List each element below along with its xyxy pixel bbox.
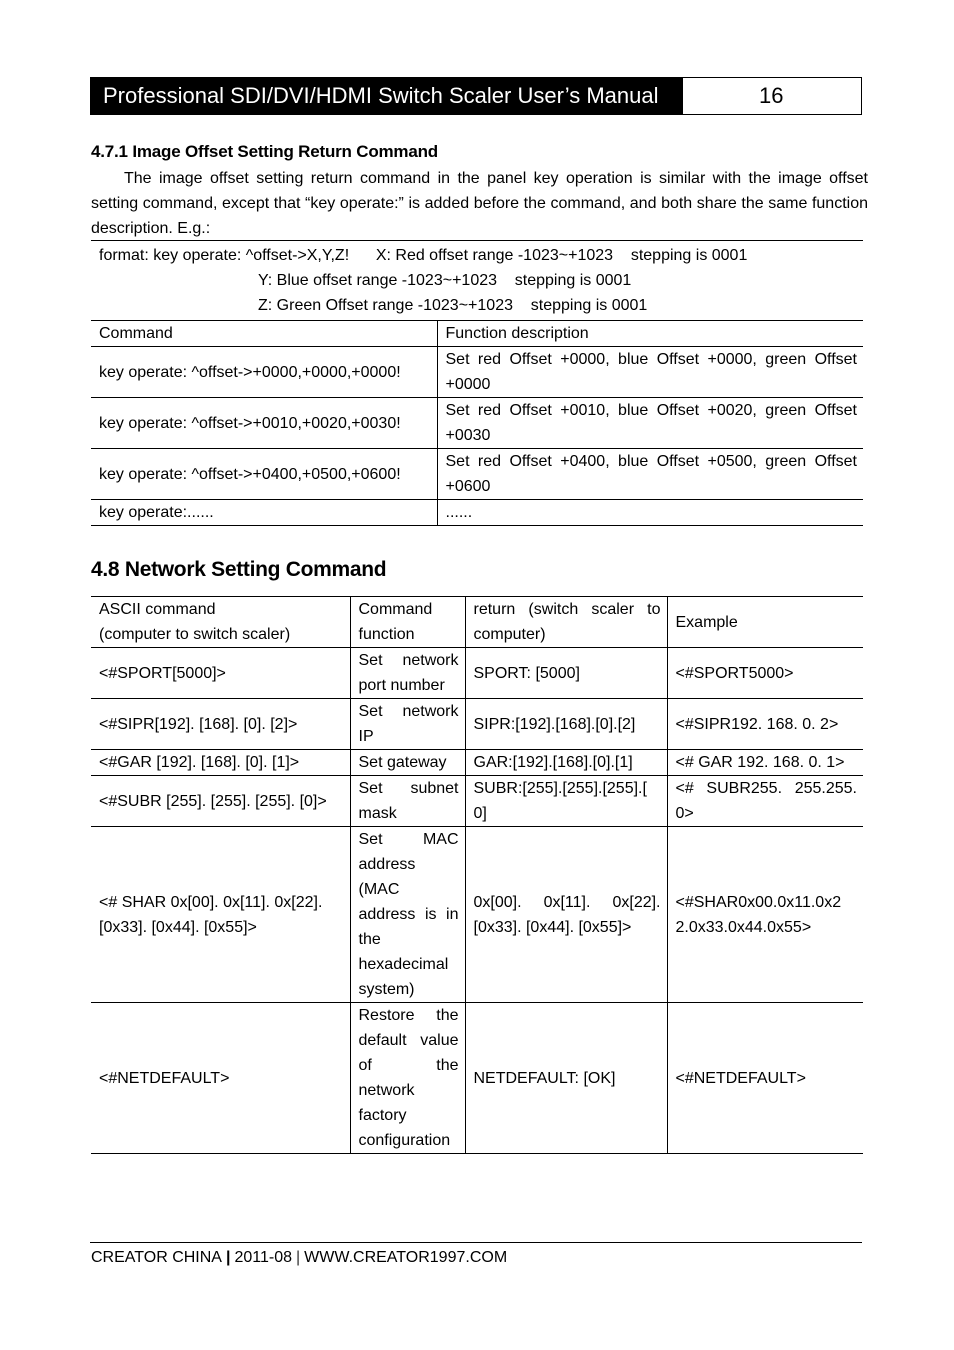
function-cell [350,750,465,776]
section-heading-4-8: 4.8 Network Setting Command [91,558,387,581]
table-row [91,776,863,827]
example-cell [667,776,863,827]
cell-line: system) [358,981,415,998]
cell-line: configuration [358,1132,451,1149]
example-cell [667,750,863,776]
function-cell [350,699,465,750]
cell-line: <#SUBR [255]. [255]. [255]. [0]> [99,792,327,810]
cell-line: 0] [473,805,487,822]
return-cell [465,1003,667,1154]
table-row [91,699,863,750]
intro-paragraph [91,166,868,241]
function-cell [350,827,465,1003]
cell-line: <#SIPR[192]. [168]. [0]. [2]> [99,715,298,733]
cell-line: address is in [358,906,459,923]
cell-line: <#SPORT[5000]> [99,664,226,682]
function-cell [350,648,465,699]
cell-line: [0x33]. [0x44]. [0x55]> [473,918,632,936]
table-row [91,398,863,449]
footer-company: CREATOR CHINA [91,1249,222,1266]
cell-line: factory [358,1107,407,1124]
function-cell: Set red Offset +0010, blue Offset +0020, green Offset +0030 [437,398,863,449]
cell-line: mask [358,805,397,822]
cell-line: [0x33]. [0x44]. [0x55]> [99,918,257,936]
command-cell: key operate: ^offset->+0000,+0000,+0000! [91,347,437,398]
footer-date: 2011-08 [234,1249,292,1266]
cell-line: SIPR:[192].[168].[0].[2] [473,715,636,733]
cell-line: function [358,626,415,643]
cell-line: SPORT: [5000] [473,664,580,682]
table-header-row [91,597,863,648]
offset-command-table [91,240,863,526]
col-header-example: Example [667,597,863,648]
table-header-row [91,321,863,347]
cell-line: <#SHAR0x00.0x11.0x2 [675,893,842,911]
function-cell: Set red Offset +0400, blue Offset +0500, green Offset +0600 [437,449,863,500]
cell-line: <#NETDEFAULT> [99,1069,230,1087]
example-cell [667,1003,863,1154]
col-header-function [350,597,465,648]
return-cell [465,648,667,699]
col-header-ascii [91,597,350,648]
ascii-cell [91,699,350,750]
cell-line: Command [358,601,433,618]
cell-line: return (switch scaler to [473,601,661,618]
example-cell [667,648,863,699]
ascii-cell [91,1003,350,1154]
footer-website: WWW.CREATOR1997.COM [304,1249,508,1266]
ascii-cell [91,648,350,699]
cell-line: Set gateway [358,754,447,771]
cell-line: (MAC [358,881,400,898]
command-cell: key operate: ^offset->+0400,+0500,+0600! [91,449,437,500]
example-cell [667,699,863,750]
page-footer [91,1249,507,1267]
table-row [91,347,863,398]
page-number: 16 [759,83,784,108]
cell-line: ASCII command [99,601,216,618]
return-cell [465,827,667,1003]
col-header-function: Function description [437,321,863,347]
function-cell: Set red Offset +0000, blue Offset +0000, green Offset +0000 [437,347,863,398]
function-cell [350,776,465,827]
function-cell: ...... [437,500,863,526]
table-row [91,750,863,776]
intro-text: The image offset setting return command in the panel key operation is similar with the image offset setting command, except that “key operate:” is added before the command, and both share the same function description. E.g.: [91,170,868,237]
cell-line: 0x[00]. 0x[11]. 0x[22]. [473,893,661,911]
cell-line: 0> [675,805,694,822]
cell-line: (computer to switch scaler) [99,626,291,643]
example-cell [667,827,863,1003]
cell-line: GAR:[192].[168].[0].[1] [473,754,633,771]
ascii-cell [91,750,350,776]
command-cell: key operate:...... [91,500,437,526]
cell-line: network [358,1082,415,1099]
cell-line: <# GAR 192. 168. 0. 1> [675,754,845,771]
cell-line: address [358,856,416,873]
function-cell [350,1003,465,1154]
return-cell [465,750,667,776]
format-row [91,241,863,321]
cell-line: IP [358,728,374,745]
cell-line: computer) [473,626,546,643]
footer-divider [90,1242,862,1243]
command-cell: key operate: ^offset->+0010,+0020,+0030! [91,398,437,449]
table-row [91,500,863,526]
col-header-command: Command [91,321,437,347]
cell-line: Set network [358,703,459,720]
cell-line: <# SUBR255. 255.255. [675,780,857,797]
cell-line: the [358,931,381,948]
cell-line: <#NETDEFAULT> [675,1069,806,1087]
cell-line: Set network [358,652,459,669]
cell-line: 2.0x33.0x44.0x55> [675,918,812,936]
cell-line: default value [358,1032,459,1049]
cell-line: hexadecimal [358,956,449,973]
footer-separator: | [296,1249,301,1266]
table-row [91,449,863,500]
table-row [91,827,863,1003]
format-line-y: Y: Blue offset range -1023~+1023 stepping is 0001 [258,272,632,289]
cell-line: of the [358,1057,459,1074]
cell-line: <#SPORT5000> [675,664,794,682]
cell-line: port number [358,677,445,694]
cell-line: <#SIPR192. 168. 0. 2> [675,715,839,733]
manual-title: Professional SDI/DVI/HDMI Switch Scaler User’s Manual [91,78,683,114]
ascii-cell [91,776,350,827]
network-command-table [91,596,863,1154]
return-cell [465,699,667,750]
cell-line: NETDEFAULT: [OK] [473,1069,616,1087]
cell-line: <#GAR [192]. [168]. [0]. [1]> [99,754,300,771]
footer-separator: | [225,1249,231,1266]
format-cell [91,241,863,321]
cell-line: Set subnet [358,780,459,797]
col-header-return [465,597,667,648]
cell-line: Set MAC [358,831,459,848]
table-row [91,1003,863,1154]
section-heading-4-7-1: 4.7.1 Image Offset Setting Return Command [91,142,438,161]
cell-line: SUBR:[255].[255].[255].[ [473,780,647,797]
table-row [91,648,863,699]
format-line-x: format: key operate: ^offset->X,Y,Z! X: Red offset range -1023~+1023 stepping is 0001 [99,247,748,264]
return-cell [465,776,667,827]
ascii-cell [91,827,350,1003]
cell-line: <# SHAR 0x[00]. 0x[11]. 0x[22]. [99,893,323,911]
page-header [90,77,862,115]
cell-line: Restore the [358,1007,459,1024]
format-line-z: Z: Green Offset range -1023~+1023 stepping is 0001 [258,297,648,314]
